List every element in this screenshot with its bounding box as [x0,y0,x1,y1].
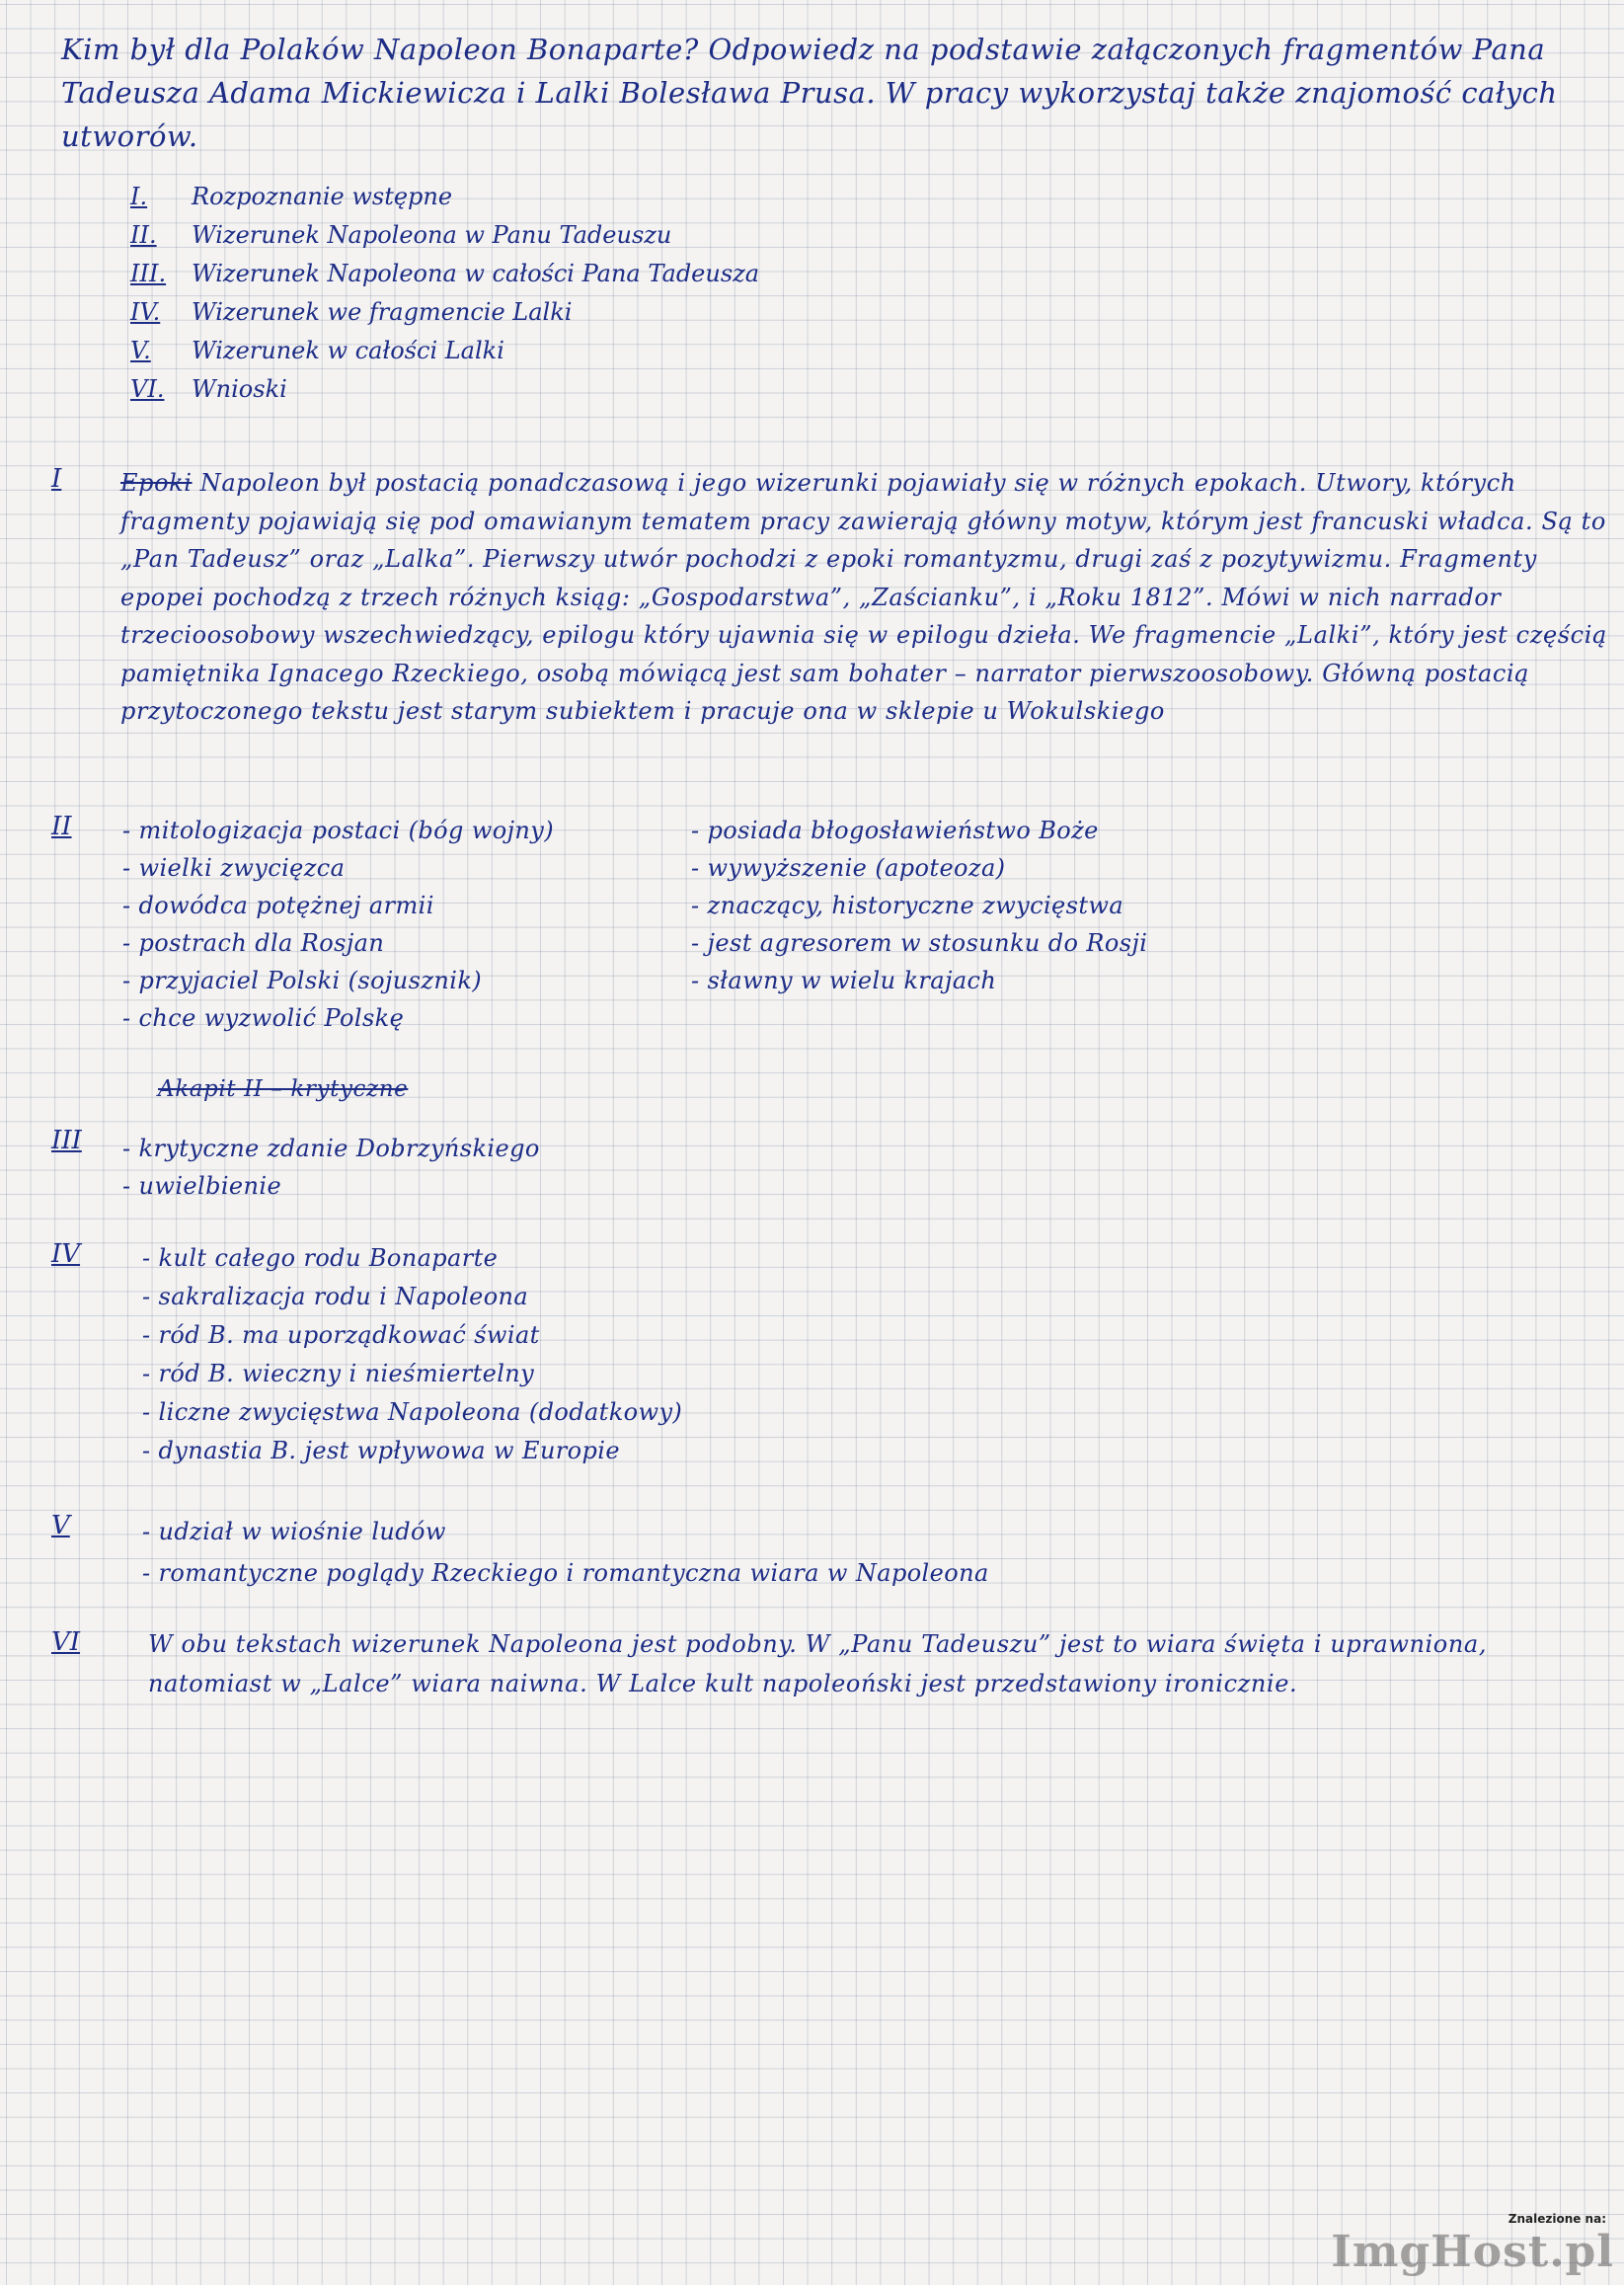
plan-text: Wizerunek Napoleona w Panu Tadeuszu [192,221,672,249]
section-mark-3: III [51,1126,82,1155]
list-item: - mitologizacja postaci (bóg wojny) [122,817,555,844]
plan-item [130,293,759,332]
plan-text: Wnioski [192,375,287,403]
plan-number: I. [130,183,148,210]
list-item: - wielki zwycięzca [122,854,346,882]
list-item: - sakralizacja rodu i Napoleona [142,1283,529,1310]
plan-text: Wizerunek w całości Lalki [192,337,504,364]
plan-number: IV. [130,298,161,326]
section4-list [142,1239,682,1470]
section2-right-list [691,812,1147,999]
list-item: - kult całego rodu Bonaparte [142,1244,499,1272]
plan-number: III. [130,260,167,287]
found-on-label: Znalezione na: [1508,2212,1606,2226]
plan-item [130,255,759,293]
plan-number: II. [130,221,157,249]
list-item: - krytyczne zdanie Dobrzyńskiego [122,1135,540,1162]
plan-text: Wizerunek Napoleona w całości Pana Tadeusza [192,260,760,287]
section2-left-list [122,812,554,1037]
list-item: - ród B. wieczny i nieśmiertelny [142,1360,535,1387]
list-item: - liczne zwycięstwa Napoleona (dodatkowy) [142,1398,683,1426]
section-mark-2: II [51,812,72,841]
list-item: - posiada błogosławieństwo Boże [691,817,1099,844]
introduction-text: Napoleon był postacią ponadczasową i jego wizerunki pojawiały się w różnych epokach. Utwory, których fragmenty pojawiają się pod omawianym tematem pracy zawierają główny motyw, którym jest francuski władca. Są to „Pan Tadeusz” oraz „Lalka”. Pierwszy utwór pochodzi z epoki romantyzmu, drugi zaś z pozytywizmu. Fragmenty epopei pochodzą z trzech różnych ksiąg: „Gospodarstwa”, „Zaścianku”, i „Roku 1812”. Mówi w nich narrador trzecioosobowy wszechwiedzący, epilogu który ujawnia się w epilogu dzieła. We fragmencie „Lalki”, który jest częścią pamiętnika Ignacego Rzeckiego, osobą mówiącą jest sam bohater – narrator pierwszoosobowy. Główną postacią przytoczonego tekstu jest starym subiektem i pracuje ona w sklepie u Wokulskiego [120,469,1607,725]
introduction-paragraph [120,464,1621,731]
section-mark-6: VI [51,1627,81,1657]
list-item: - dynastia B. jest wpływowa w Europie [142,1437,620,1464]
list-item: - uwielbienie [122,1172,282,1200]
struck-word: Epoki [120,469,193,497]
plan-number: VI. [130,375,165,403]
list-item: - chce wyzwolić Polskę [122,1004,405,1032]
assignment-question: Kim był dla Polaków Napoleon Bonaparte? Odpowiedz na podstawie załączonych fragmentów Pana Tadeusza Adama Mickiewicza i Lalki Bolesława Prusa. W pracy wykorzystaj także znajomość całych utworów. [61,33,1558,153]
plan-number: V. [130,337,151,364]
list-item: - znaczący, historyczne zwycięstwa [691,892,1124,919]
list-item: - przyjaciel Polski (sojusznik) [122,967,483,994]
section-mark-4: IV [51,1239,81,1269]
crossed-heading: Akapit II – krytyczne [158,1076,409,1102]
plan-item [130,332,759,370]
section3-list [122,1130,540,1205]
imghost-watermark: ImgHost.pl [1331,2227,1614,2277]
plan-item [130,216,759,255]
list-item: - postrach dla Rosjan [122,929,385,957]
plan-item [130,370,759,409]
list-item: - jest agresorem w stosunku do Rosji [691,929,1148,957]
plan-item [130,178,759,216]
plan-text: Rozpoznanie wstępne [192,183,453,210]
list-item: - sławny w wielu krajach [691,967,997,994]
section-mark-5: V [51,1511,70,1540]
list-item: - ród B. ma uporządkować świat [142,1321,540,1349]
conclusion-paragraph: W obu tekstach wizerunek Napoleona jest podobny. W „Panu Tadeuszu” jest to wiara święta i uprawniona, natomiast w „Lalce” wiara naiwna. W Lalce kult napoleoński jest przedstawiony ironicznie. [148,1630,1488,1697]
list-item: - romantyczne poglądy Rzeckiego i romantyczna wiara w Napoleona [142,1559,989,1587]
plan-text: Wizerunek we fragmencie Lalki [192,298,573,326]
section-mark-1: I [51,464,62,494]
list-item: - dowódca potężnej armii [122,892,434,919]
essay-plan [130,178,759,409]
list-item: - wywyższenie (apoteoza) [691,854,1006,882]
list-item: - udział w wiośnie ludów [142,1518,446,1545]
section5-list [142,1511,989,1594]
